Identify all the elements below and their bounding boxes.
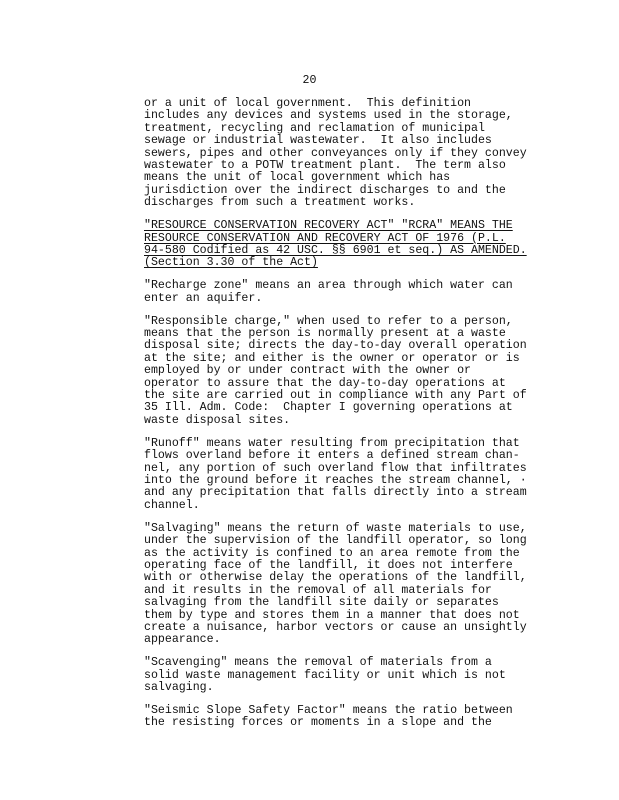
text-line: create a nuisance, harbor vectors or cause an unsightly [144,620,527,634]
text-line: as the activity is confined to an area remote from the [144,546,520,560]
page-number: 20 [302,74,317,87]
text-line: them by type and stores them in a manner that does not [144,608,520,622]
text-line: "Scavenging" means the removal of materials from a [144,656,492,670]
text-line: "Salvaging" means the return of waste materials to use, [144,521,527,535]
paragraph-recharge-zone [144,280,564,305]
text-line: sewage or industrial wastewater. It also includes [144,134,492,148]
text-line: appearance. [144,633,221,647]
text-line: or a unit of local government. This definition [144,97,471,110]
text-line: operator to assure that the day-to-day operations at [144,376,506,390]
paragraph-seismic-slope-safety-factor [144,705,564,730]
text-line: nel, any portion of such overland flow that infiltrates [144,461,527,475]
paragraph-rcra [144,220,564,270]
text-line: under the supervision of the landfill operator, so long [144,534,527,548]
text-line: and it results in the removal of all materials for [144,583,492,597]
text-line: salvaging. [144,681,214,695]
paragraph-salvaging [144,523,564,647]
text-line: "RESOURCE CONSERVATION RECOVERY ACT" "RCRA" MEANS THE [144,219,513,233]
paragraph-scavenging [144,657,564,694]
text-line: employed by or under contract with the owner or [144,364,471,378]
text-line: "Responsible charge," when used to refer to a person, [144,314,513,328]
text-line: flows overland before it enters a defined stream chan- [144,449,520,463]
text-line: waste disposal sites. [144,413,291,427]
text-line: channel. [144,498,200,512]
text-line: into the ground before it reaches the stream channel, · [144,473,527,487]
text-line: treatment, recycling and reclamation of municipal [144,121,485,135]
text-line: means the unit of local government which has [144,171,451,185]
paragraph-responsible-charge [144,316,564,428]
body-text [144,98,564,740]
text-line: the site are carried out in compliance with any Part of [144,389,527,403]
text-line: sewers, pipes and other conveyances only if they convey [144,146,527,160]
paragraph-runoff [144,438,564,512]
text-line: 35 Ill. Adm. Code: Chapter I governing operations at [144,401,513,415]
text-line: "Recharge zone" means an area through which water can [144,279,513,293]
text-line: (Section 3.30 of the Act) [144,256,318,270]
text-line: operating face of the landfill, it does not interfere [144,558,513,572]
paragraph-potw-continued [144,98,564,210]
text-line: 94-580 Codified as 42 USC. §§ 6901 et seq.) AS AMENDED. [144,243,527,257]
text-line: disposal site; directs the day-to-day overall operation [144,339,527,353]
text-line: with or otherwise delay the operations of the landfill, [144,571,527,585]
text-line: enter an aquifer. [144,291,263,305]
text-line: means that the person is normally present at a waste [144,327,506,340]
text-line: and any precipitation that falls directly into a stream [144,486,527,500]
text-line: "Runoff" means water resulting from precipitation that [144,436,520,450]
text-line: includes any devices and systems used in the storage, [144,109,513,123]
text-line: RESOURCE CONSERVATION AND RECOVERY ACT OF 1976 (P.L. [144,231,506,245]
text-line: wastewater to a POTW treatment plant. The term also [144,159,506,173]
text-line: jurisdiction over the indirect discharges to and the [144,183,506,197]
text-line: at the site; and either is the owner or operator or is [144,351,520,365]
text-line: discharges from such a treatment works. [144,196,416,210]
text-line: salvaging from the landfill site daily or separates [144,596,499,610]
text-line: "Seismic Slope Safety Factor" means the ratio between [144,703,513,717]
text-line: solid waste management facility or unit which is not [144,668,506,682]
text-line: the resisting forces or moments in a slope and the [144,716,492,730]
